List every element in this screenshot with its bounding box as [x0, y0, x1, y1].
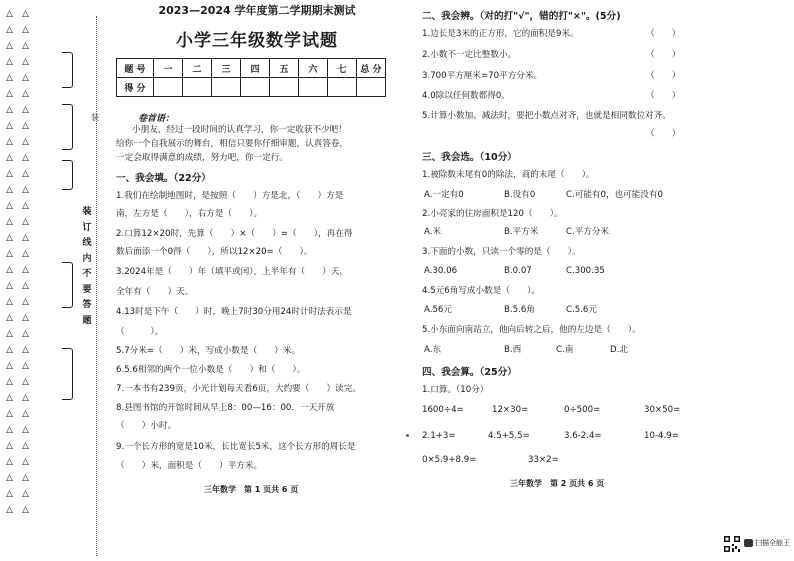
- triangle-mark: △: [22, 265, 29, 275]
- triangle-mark: △: [6, 409, 13, 419]
- triangle-mark: △: [22, 217, 29, 227]
- page-footer-1: 三年数学 第 1 页共 6 页: [204, 485, 299, 494]
- choice-1-option-c[interactable]: C.可能有0，也可能没有0: [566, 190, 664, 200]
- qr-code-icon: [724, 536, 740, 552]
- triangle-mark: △: [6, 329, 13, 339]
- question-2-line-1: 2.口算12×20时，先算（ ）×（ ）=（ ），再在得: [116, 229, 353, 239]
- school-field-bracket: [62, 262, 73, 308]
- choice-4-option-a[interactable]: A.56元: [424, 305, 452, 315]
- judge-1: 1.边长是3米的正方形，它的面积是9米。: [422, 29, 579, 39]
- score-entry-cell[interactable]: [299, 78, 328, 97]
- triangle-mark: △: [22, 105, 29, 115]
- score-entry-cell[interactable]: [270, 78, 299, 97]
- triangle-mark: △: [6, 393, 13, 403]
- judge-3-answer[interactable]: （ ）: [646, 71, 681, 81]
- side-label: 装: [91, 113, 99, 122]
- triangle-mark: △: [22, 505, 29, 515]
- choice-2: 2.小亮家的住房面积是120（ ）。: [422, 209, 563, 219]
- question-6: 6.5.6相邻的两个一位小数是（ ）和（ ）。: [116, 365, 306, 375]
- triangle-mark: △: [22, 393, 29, 403]
- judge-3: 3.700平方厘米=70平方分米。: [422, 71, 543, 81]
- score-cell: 题 号: [117, 59, 154, 78]
- triangle-column-2: [22, 6, 29, 518]
- triangle-mark: △: [6, 89, 13, 99]
- score-cell: 二: [183, 59, 212, 78]
- seal-char: 订: [82, 222, 92, 233]
- choice-5-option-a[interactable]: A.东: [424, 345, 442, 355]
- choice-2-option-a[interactable]: A.米: [424, 227, 442, 237]
- right-page: [418, 0, 780, 561]
- scanner-logo-icon: [744, 539, 753, 547]
- question-3-line-2: 全年有（ ）天。: [116, 287, 194, 297]
- section-1-title: 一、我会填。（22分）: [116, 173, 211, 184]
- calc-item: 33×2=: [528, 455, 559, 465]
- question-9-line-1: 9.一个长方形的宽是10米，长比宽长5米，这个长方形的周长是: [116, 442, 356, 452]
- triangle-mark: △: [22, 41, 29, 51]
- triangle-mark: △: [22, 185, 29, 195]
- scanner-label: 扫描全能王: [755, 539, 790, 547]
- exam-header: 2023—2024 学年度第二学期期末测试: [158, 4, 356, 17]
- choice-3-option-a[interactable]: A.30.06: [424, 266, 458, 276]
- seal-char: 题: [82, 315, 92, 326]
- triangle-mark: △: [22, 457, 29, 467]
- triangle-mark: △: [6, 169, 13, 179]
- triangle-mark: △: [22, 121, 29, 131]
- choice-1: 1.被除数末尾有0的除法，商的末尾（ ）。: [422, 170, 595, 180]
- judge-2: 2.小数不一定比整数小。: [422, 50, 517, 60]
- question-1-line-2: 南，左方是（ ），右方是（ ）。: [116, 209, 263, 219]
- choice-2-option-c[interactable]: C.平方分米: [566, 227, 610, 237]
- number-field-bracket: [62, 160, 73, 190]
- triangle-column-1: [6, 6, 13, 518]
- triangle-mark: △: [6, 137, 13, 147]
- triangle-mark: △: [22, 489, 29, 499]
- choice-4-option-b[interactable]: B.5.6角: [504, 305, 535, 315]
- triangle-mark: △: [6, 25, 13, 35]
- fold-mark: [406, 434, 409, 437]
- score-entry-cell[interactable]: [212, 78, 241, 97]
- triangle-mark: △: [22, 201, 29, 211]
- triangle-mark: △: [22, 89, 29, 99]
- triangle-mark: △: [22, 409, 29, 419]
- score-cell: 一: [154, 59, 183, 78]
- triangle-mark: △: [6, 201, 13, 211]
- triangle-mark: △: [22, 361, 29, 371]
- seal-char: 线: [82, 238, 92, 248]
- question-4-line-1: 4.13时是下午（ ）时，晚上7时30分用24时计时法表示是: [116, 307, 352, 317]
- score-cell: 四: [241, 59, 270, 78]
- binding-strip: [0, 0, 110, 561]
- triangle-mark: △: [22, 441, 29, 451]
- question-3-line-1: 3.2024年是（ ）年（填平或闰），上半年有（ ）天，: [116, 267, 349, 277]
- triangle-mark: △: [6, 41, 13, 51]
- calc-item: 30×50=: [644, 405, 681, 415]
- judge-4-answer[interactable]: （ ）: [646, 91, 681, 101]
- page-footer-2: 三年数学 第 2 页共 6 页: [510, 479, 605, 488]
- triangle-mark: △: [22, 473, 29, 483]
- triangle-mark: △: [6, 361, 13, 371]
- triangle-mark: △: [22, 425, 29, 435]
- mental-math-title: 1.口算。（10分）: [422, 385, 489, 395]
- triangle-mark: △: [6, 297, 13, 307]
- score-entry-cell[interactable]: [241, 78, 270, 97]
- choice-4: 4.5元6角写成小数是（ ）。: [422, 286, 540, 296]
- triangle-mark: △: [22, 57, 29, 67]
- question-1-line-1: 1.我们在绘制地图时，是按照（ ）方是北，（ ）方是: [116, 191, 344, 201]
- calc-item: 0÷500=: [564, 405, 601, 415]
- score-cell: 五: [270, 59, 299, 78]
- triangle-mark: △: [6, 457, 13, 467]
- name-field-bracket: [62, 52, 73, 88]
- triangle-mark: △: [6, 105, 13, 115]
- triangle-mark: △: [6, 73, 13, 83]
- triangle-mark: △: [6, 249, 13, 259]
- triangle-mark: △: [22, 281, 29, 291]
- choice-3: 3.下面的小数，只读一个零的是（ ）。: [422, 247, 581, 257]
- triangle-mark: △: [6, 217, 13, 227]
- scanner-watermark: [744, 538, 790, 548]
- score-entry-cell[interactable]: [328, 78, 357, 97]
- question-9-line-2: （ ）米，面积是（ ）平方米。: [116, 461, 263, 471]
- triangle-mark: △: [6, 441, 13, 451]
- judge-1-answer[interactable]: （ ）: [646, 29, 681, 39]
- class-field-bracket: [62, 104, 73, 150]
- question-2-line-2: 数后面添一个0得（ ），所以12×20=（ ）。: [116, 247, 313, 257]
- choice-5: 5.小东面向南站立，他向后转之后，他的左边是（ ）。: [422, 325, 641, 335]
- question-8-line-2: （ ）小时。: [116, 421, 177, 431]
- triangle-mark: △: [6, 505, 13, 515]
- question-7: 7.一本书有239页，小光计划每天看6页，大约要（ ）读完。: [116, 384, 361, 394]
- score-cell: 三: [212, 59, 241, 78]
- question-4-line-2: （ ）。: [116, 327, 164, 337]
- choice-5-option-d[interactable]: D.北: [610, 345, 628, 355]
- section-3-title: 三、我会选。（10分）: [422, 152, 517, 163]
- left-page: [112, 0, 402, 561]
- section-2-title: 二、我会辨。（对的打"√"，错的打"×"。(5分): [422, 11, 621, 22]
- calc-item: 0×5.9+8.9=: [422, 455, 477, 465]
- choice-3-option-c[interactable]: C.300.35: [566, 266, 605, 276]
- triangle-mark: △: [6, 473, 13, 483]
- calc-item: 10-4.9=: [644, 431, 679, 441]
- score-table-header-row: [117, 59, 386, 78]
- choice-3-option-b[interactable]: B.0.07: [504, 266, 532, 276]
- calc-item: 2.1+3=: [422, 431, 456, 441]
- triangle-mark: △: [22, 169, 29, 179]
- exam-title: 小学三年级数学试题: [176, 31, 338, 51]
- triangle-mark: △: [6, 281, 13, 291]
- seal-line-text: [80, 205, 94, 329]
- choice-5-option-b[interactable]: B.西: [504, 345, 522, 355]
- judge-4: 4.0除以任何数都得0。: [422, 91, 510, 101]
- score-entry-cell[interactable]: [183, 78, 212, 97]
- question-8-line-1: 8.县图书馆的开馆时间从早上8：00—16：00．一天开放: [116, 403, 335, 413]
- triangle-mark: △: [22, 153, 29, 163]
- judge-2-answer[interactable]: （ ）: [646, 50, 681, 60]
- choice-5-option-c[interactable]: C.南: [556, 345, 574, 355]
- score-entry-cell[interactable]: [357, 78, 386, 97]
- triangle-mark: △: [22, 377, 29, 387]
- triangle-mark: △: [22, 297, 29, 307]
- choice-4-option-c[interactable]: C.5.6元: [566, 305, 597, 315]
- triangle-mark: △: [6, 9, 13, 19]
- triangle-mark: △: [6, 121, 13, 131]
- triangle-mark: △: [22, 313, 29, 323]
- judge-5: 5.计算小数加、减法时，要把小数点对齐，也就是相同数位对齐。: [422, 111, 671, 121]
- section-4-title: 四、我会算。（25分）: [422, 367, 517, 378]
- score-cell: 总 分: [357, 59, 386, 78]
- triangle-mark: △: [22, 329, 29, 339]
- triangle-mark: △: [22, 25, 29, 35]
- seal-char: 答: [82, 300, 92, 310]
- score-entry-cell[interactable]: [154, 78, 183, 97]
- triangle-mark: △: [6, 233, 13, 243]
- triangle-mark: △: [22, 233, 29, 243]
- seal-dotted-line: [96, 16, 97, 556]
- triangle-mark: △: [6, 313, 13, 323]
- triangle-mark: △: [6, 377, 13, 387]
- triangle-mark: △: [6, 153, 13, 163]
- triangle-mark: △: [6, 345, 13, 355]
- judge-5-answer[interactable]: （ ）: [646, 129, 681, 139]
- grade-field-bracket: [62, 348, 73, 400]
- triangle-mark: △: [22, 137, 29, 147]
- choice-1-option-b[interactable]: B.没有0: [504, 190, 536, 200]
- triangle-mark: △: [22, 9, 29, 19]
- seal-char: 不: [82, 269, 92, 279]
- calc-item: 12×30=: [492, 405, 529, 415]
- triangle-mark: △: [22, 73, 29, 83]
- calc-item: 3.6-2.4=: [564, 431, 602, 441]
- triangle-mark: △: [22, 345, 29, 355]
- calc-item: 1600÷4=: [422, 405, 464, 415]
- preface-line: 给你一个自我展示的舞台，相信只要你仔细审题，认真答卷，: [116, 139, 349, 149]
- seal-char: 要: [82, 284, 92, 295]
- choice-1-option-a[interactable]: A.一定有0: [424, 190, 464, 200]
- preface-line: 小朋友，经过一段时间的认真学习，你一定收获不少吧！: [132, 125, 347, 135]
- score-cell: 得 分: [117, 78, 154, 97]
- score-table: [116, 58, 386, 97]
- triangle-mark: △: [6, 265, 13, 275]
- preface-line: 一定会取得满意的成绩，努力吧，你一定行。: [116, 153, 288, 163]
- seal-char: 装: [82, 207, 92, 217]
- preface-title: 卷首语：: [138, 114, 175, 124]
- triangle-mark: △: [6, 489, 13, 499]
- triangle-mark: △: [6, 185, 13, 195]
- triangle-mark: △: [22, 249, 29, 259]
- seal-char: 内: [82, 253, 92, 264]
- triangle-mark: △: [6, 425, 13, 435]
- score-cell: 六: [299, 59, 328, 78]
- calc-item: 4.5+5.5=: [488, 431, 530, 441]
- triangle-mark: △: [6, 57, 13, 67]
- question-5: 5.7分米=（ ）米，写成小数是（ ）米。: [116, 346, 301, 356]
- score-table-score-row: [117, 78, 386, 97]
- choice-2-option-b[interactable]: B.平方米: [504, 227, 539, 237]
- score-cell: 七: [328, 59, 357, 78]
